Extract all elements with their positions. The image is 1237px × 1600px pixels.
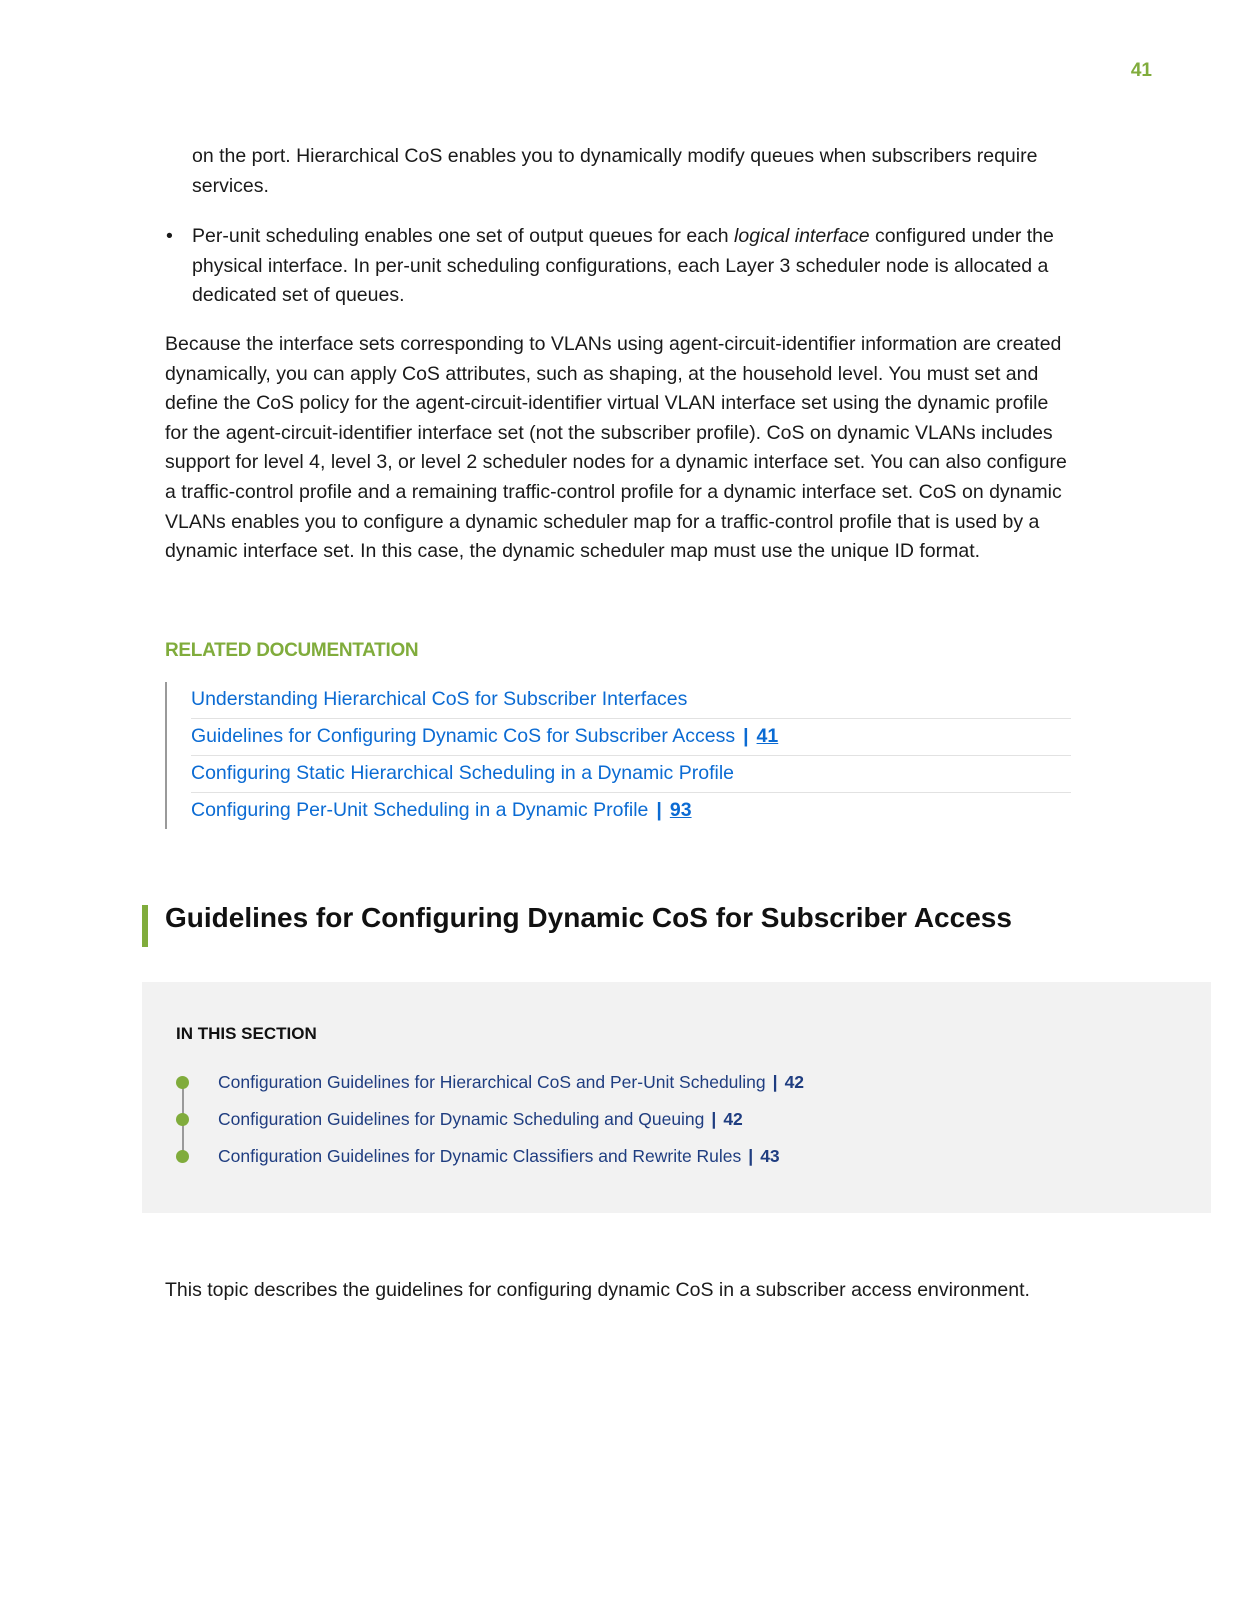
toc-link[interactable]: Configuration Guidelines for Dynamic Scheduling and Queuing (218, 1109, 705, 1129)
page-separator: | (748, 1146, 754, 1166)
page-separator: | (711, 1109, 717, 1129)
paragraph-continuation: on the port. Hierarchical CoS enables you to dynamically modify queues when subscribers require services. (192, 145, 1038, 197)
body-paragraph: Because the interface sets corresponding to VLANs using agent-circuit-identifier information are created dynamically, you can apply CoS attributes, such as shaping, at the household level. You must set and define the CoS policy for the agent-circuit-identifier virtual VLAN interface set using the dynamic profile for the agent-circuit-identifier interface set (not the subscriber profile). CoS on dynamic VLANs includes support for level 4, level 3, or level 2 scheduler nodes for a dynamic interface set. You can also configure a traffic-control profile and a remaining traffic-control profile for a dynamic interface set. CoS on dynamic VLANs enables you to configure a dynamic scheduler map for a traffic-control profile that is used by a dynamic interface set. In this case, the dynamic scheduler map must use the unique ID format. (165, 333, 1067, 563)
page-separator: | (656, 799, 662, 821)
related-link-page[interactable]: 41 (756, 725, 779, 747)
in-this-section-heading: IN THIS SECTION (176, 1024, 317, 1043)
related-link[interactable]: Configuring Static Hierarchical Scheduling in a Dynamic Profile (191, 762, 735, 784)
related-documentation-heading: RELATED DOCUMENTATION (165, 640, 419, 661)
page-separator: | (743, 725, 749, 747)
related-link-item (191, 682, 1071, 719)
related-documentation-list (165, 682, 1071, 829)
intro-paragraph: This topic describes the guidelines for configuring dynamic CoS in a subscriber access environment. (165, 1279, 1030, 1301)
bullet-italic-term: logical interface (734, 225, 870, 247)
related-link[interactable]: Understanding Hierarchical CoS for Subscriber Interfaces (191, 688, 688, 710)
bullet-marker: • (166, 225, 173, 247)
related-link[interactable]: Guidelines for Configuring Dynamic CoS for Subscriber Access (191, 725, 736, 747)
related-link-item (191, 719, 1071, 756)
page-separator: | (772, 1072, 778, 1092)
bullet-paragraph (192, 222, 1072, 311)
related-link-item (191, 756, 1071, 793)
page-number: 41 (1130, 60, 1152, 81)
bullet-dot-icon (176, 1150, 189, 1163)
section-title: Guidelines for Configuring Dynamic CoS for Subscriber Access (165, 902, 1012, 933)
bullet-text-end: configured under the physical interface. In per-unit scheduling configurations, each Layer 3 scheduler node is allocated a dedicated set of queues. (192, 225, 1054, 307)
toc-link-page[interactable]: 42 (723, 1109, 743, 1129)
section-title-accent-bar (142, 905, 148, 947)
bullet-dot-icon (176, 1113, 189, 1126)
toc-link[interactable]: Configuration Guidelines for Hierarchical CoS and Per-Unit Scheduling (218, 1072, 766, 1092)
in-this-section-box (142, 982, 1211, 1213)
bullet-text-start: Per-unit scheduling enables one set of output queues for each (192, 225, 735, 247)
related-link-item (191, 793, 1071, 829)
related-link-page[interactable]: 93 (669, 799, 692, 821)
bullet-dot-icon (176, 1076, 189, 1089)
related-link[interactable]: Configuring Per-Unit Scheduling in a Dynamic Profile (191, 799, 649, 821)
toc-link-page[interactable]: 43 (760, 1146, 780, 1166)
toc-link[interactable]: Configuration Guidelines for Dynamic Classifiers and Rewrite Rules (218, 1146, 742, 1166)
toc-link-page[interactable]: 42 (784, 1072, 805, 1092)
